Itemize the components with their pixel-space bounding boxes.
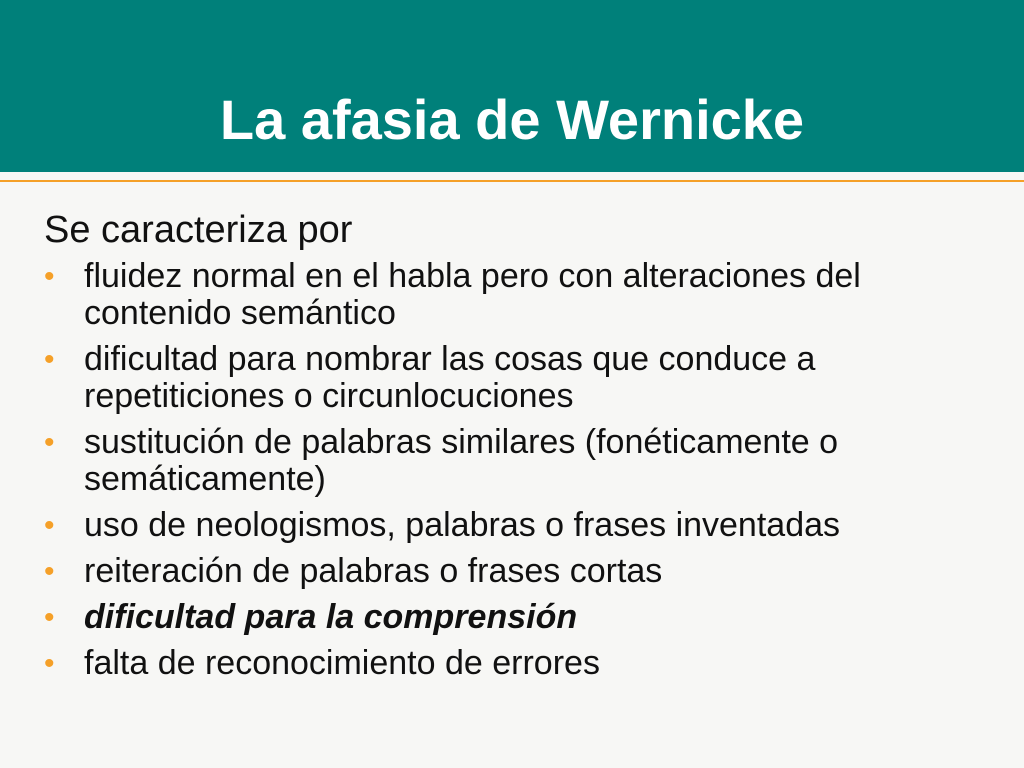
bullet-icon: • [44, 509, 55, 542]
accent-divider [0, 180, 1024, 182]
list-item-text: dificultad para la comprensión [84, 598, 578, 636]
bullet-icon: • [44, 426, 55, 459]
list-item-text: reiteración de palabras o frases cortas [84, 552, 663, 590]
list-item-text: fluidez normal en el habla pero con alteraciones del contenido semántico [84, 257, 861, 332]
list-item [44, 258, 984, 332]
title-banner [0, 0, 1024, 172]
list-item-text: sustitución de palabras similares (fonéticamente o semáticamente) [84, 423, 839, 498]
bullet-icon: • [44, 260, 55, 293]
bullet-icon: • [44, 647, 55, 680]
slide-body [44, 206, 984, 691]
list-item [44, 645, 984, 682]
bullet-icon: • [44, 601, 55, 634]
list-item-text: falta de reconocimiento de errores [84, 644, 600, 682]
list-item-text: dificultad para nombrar las cosas que conduce a repetiticiones o circunlocuciones [84, 340, 816, 415]
list-item [44, 553, 984, 590]
intro-text: Se caracteriza por [44, 209, 353, 251]
slide-title: La afasia de Wernicke [219, 88, 805, 151]
list-item [44, 507, 984, 544]
bullet-list [44, 258, 984, 682]
list-item-text: uso de neologismos, palabras o frases inventadas [84, 506, 841, 544]
list-item [44, 341, 984, 415]
list-item [44, 424, 984, 498]
bullet-icon: • [44, 343, 55, 376]
list-item-emphasized [44, 599, 984, 636]
bullet-icon: • [44, 555, 55, 588]
